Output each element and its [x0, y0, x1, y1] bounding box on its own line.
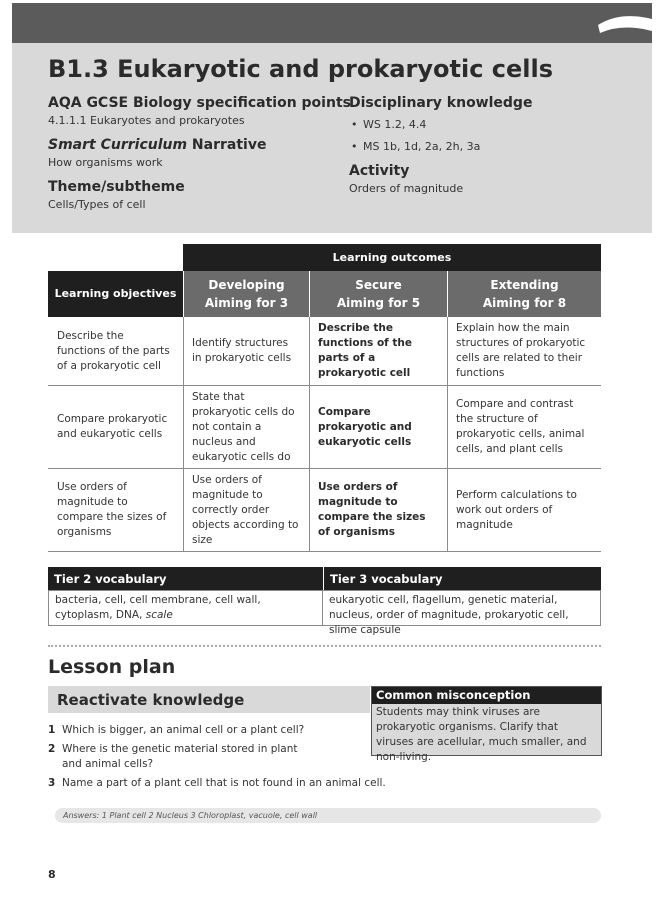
disciplinary-heading: Disciplinary knowledge	[349, 95, 533, 111]
learning-objectives-label: Learning objectives	[54, 287, 177, 300]
table-cell-secure: Describe the functions of the parts of a prokaryotic cell	[309, 317, 447, 386]
spec-point: 4.1.1.1 Eukaryotes and prokaryotes	[48, 114, 245, 127]
table-cell-developing: State that prokaryotic cells do not contain a nucleus and eukaryotic cells do	[183, 386, 309, 469]
smart-curriculum-text: How organisms work	[48, 156, 163, 169]
column-divider	[183, 317, 184, 552]
answers-bar: Answers: 1 Plant cell 2 Nucleus 3 Chloroplast, vacuole, cell wall	[55, 808, 601, 823]
smart-heading-rest: Narrative	[187, 137, 267, 153]
secure-header	[309, 271, 447, 317]
question-number: 2	[48, 743, 56, 755]
learning-outcomes-banner: Learning outcomes	[183, 244, 601, 271]
misconception-text: Students may think viruses are prokaryotic organisms. Clarify that viruses are acellular, much smaller, and non-living.	[376, 706, 587, 763]
lesson-header	[12, 43, 652, 233]
list-item	[48, 723, 378, 738]
smart-curriculum-heading	[48, 135, 338, 155]
question-number: 3	[48, 777, 56, 789]
list-item	[48, 776, 388, 791]
dotted-divider	[48, 645, 601, 647]
extending-label: Extending	[490, 278, 559, 292]
smart-heading-italic: Smart Curriculum	[48, 137, 188, 153]
table-cell-objective: Use orders of magnitude to compare the sizes of organisms	[48, 469, 183, 552]
misconception-heading: Common misconception	[372, 687, 601, 704]
table-cell-secure: Use orders of magnitude to compare the sizes of organisms	[309, 469, 447, 552]
table-cell-extending: Explain how the main structures of prokaryotic cells are related to their functions	[447, 317, 601, 386]
disciplinary-item: • WS 1.2, 4.4	[349, 117, 639, 133]
extending-aim: Aiming for 8	[482, 296, 567, 310]
disciplinary-item: • MS 1b, 1d, 2a, 2h, 3a	[349, 139, 639, 155]
tier2-vocab-heading: Tier 2 vocabulary	[48, 567, 323, 590]
theme-heading: Theme/subtheme	[48, 179, 185, 195]
activity-heading: Activity	[349, 163, 410, 179]
developing-header	[183, 271, 309, 317]
table-cell-developing: Use orders of magnitude to correctly order objects according to size	[183, 469, 309, 552]
top-banner	[12, 3, 652, 43]
question-number: 1	[48, 724, 56, 736]
extending-header	[447, 271, 601, 317]
tier2-vocab-italic-term: scale	[145, 609, 173, 621]
tier3-vocab-heading: Tier 3 vocabulary	[323, 567, 601, 590]
table-cell-objective: Describe the functions of the parts of a prokaryotic cell	[48, 317, 183, 386]
developing-label: Developing	[208, 278, 285, 292]
column-divider	[447, 317, 448, 552]
page-title: B1.3 Eukaryotic and prokaryotic cells	[48, 55, 554, 83]
lesson-plan-title: Lesson plan	[48, 656, 176, 678]
secure-aim: Aiming for 5	[336, 296, 421, 310]
question-text: Name a part of a plant cell that is not found in an animal cell.	[62, 777, 386, 789]
theme-text: Cells/Types of cell	[48, 198, 146, 211]
activity-text: Orders of magnitude	[349, 182, 464, 195]
tier2-vocab-terms: bacteria, cell, cell membrane, cell wall, cytoplasm, DNA,	[55, 594, 261, 621]
table-cell-extending: Perform calculations to work out orders of magnitude	[447, 469, 601, 552]
disciplinary-list	[349, 117, 639, 155]
tier2-vocab-text	[48, 590, 323, 626]
header-left-column	[48, 93, 351, 219]
header-right-column	[349, 93, 639, 203]
list-item	[48, 742, 318, 772]
developing-aim: Aiming for 3	[204, 296, 289, 310]
learning-objectives-header	[48, 271, 183, 317]
common-misconception-box	[371, 686, 602, 763]
spec-heading: AQA GCSE Biology specification points	[48, 95, 351, 111]
tier3-vocab-text: eukaryotic cell, flagellum, genetic material, nucleus, order of magnitude, prokaryotic cell, slime capsule	[322, 590, 601, 626]
question-text: Which is bigger, an animal cell or a plant cell?	[62, 724, 305, 736]
page-number: 8	[48, 868, 56, 881]
table-cell-developing: Identify structures in prokaryotic cells	[183, 317, 309, 386]
tab-curve-decoration	[582, 3, 652, 43]
table-cell-extending: Compare and contrast the structure of prokaryotic cells, animal cells, and plant cells	[447, 386, 601, 469]
column-divider	[309, 317, 310, 552]
question-list	[48, 723, 386, 795]
table-cell-objective: Compare prokaryotic and eukaryotic cells	[48, 386, 183, 469]
reactivate-knowledge-heading: Reactivate knowledge	[48, 686, 370, 713]
question-text: Where is the genetic material stored in plant and animal cells?	[62, 743, 298, 770]
secure-label: Secure	[355, 278, 402, 292]
table-cell-secure: Compare prokaryotic and eukaryotic cells	[309, 386, 447, 469]
